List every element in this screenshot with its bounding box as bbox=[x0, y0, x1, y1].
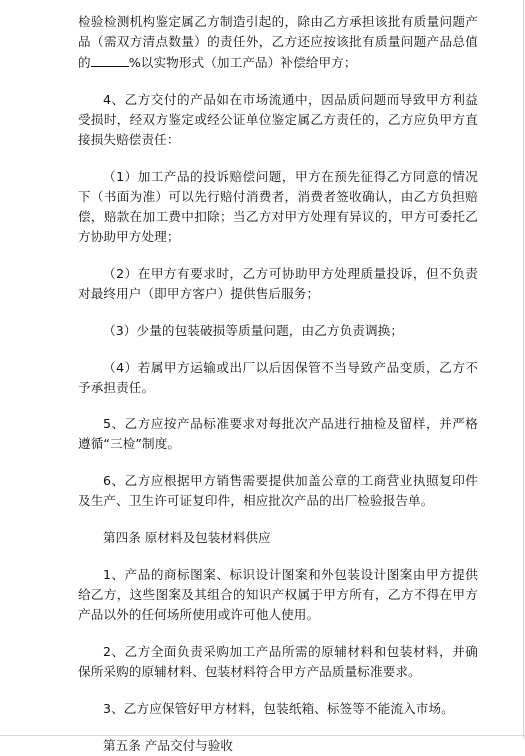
paragraph-item-4: 4、乙方交付的产品如在市场流通中，因品质问题而导致甲方利益受损时，经双方鉴定或经公证单位鉴定属乙方责任的，乙方应负甲方直接损失赔偿责任： bbox=[78, 92, 478, 147]
paragraph-item-4-3: （3）少量的包装破损等质量问题，由乙方负责调换； bbox=[103, 323, 404, 338]
paragraph-item-5: 5、乙方应按产品标准要求对每批次产品进行抽检及留样，并严格遵循“三检”制度。 bbox=[78, 416, 478, 451]
paragraph-item-4-1: （1）加工产品的投诉赔偿问题，甲方在预先征得乙方同意的情况下（书面为准）可以先行赔付消费者，消费者签收确认，由乙方负担赔偿，赔款在加工费中扣除；当乙方对甲方处理有异议的，甲方可委托乙方协助甲方处理； bbox=[78, 169, 478, 244]
paragraph-item-4-2: （2）在甲方有要求时，乙方可协助甲方处理质量投诉，但不负责对最终用户（即甲方客户）提供售后服务； bbox=[78, 266, 478, 301]
fill-in-blank bbox=[91, 52, 129, 67]
paragraph-materials-2: 2、乙方全面负责采购加工产品所需的原辅材料和包装材料，并确保所采购的原辅材料、包装材料符合甲方产品质量标准要求。 bbox=[78, 644, 478, 679]
paragraph-item-6: 6、乙方应根据甲方销售需要提供加盖公章的工商营业执照复印件及生产、卫生许可证复印件，相应批次产品的出厂检验报告单。 bbox=[78, 473, 478, 508]
paragraph-item-4-4: （4）若属甲方运输或出厂以后因保管不当导致产品变质，乙方不予承担责任。 bbox=[78, 360, 478, 395]
section-heading-article-4: 第四条 原材料及包装材料供应 bbox=[103, 530, 271, 545]
section-heading-article-5: 第五条 产品交付与验收 bbox=[103, 738, 233, 753]
paragraph-text: %以实物形式（加工产品）补偿给甲方； bbox=[128, 55, 357, 70]
page-border-right bbox=[523, 0, 524, 738]
paragraph-materials-1: 1、产品的商标图案、标识设计图案和外包装设计图案由甲方提供给乙方，这些图案及其组合的知识产权属于甲方所有，乙方不得在甲方产品以外的任何场所使用或许可他人使用。 bbox=[78, 567, 478, 622]
paragraph-compensation-clause bbox=[78, 12, 478, 73]
document-body bbox=[78, 12, 478, 756]
paragraph-materials-3: 3、乙方应保管好甲方材料，包装纸箱、标签等不能流入市场。 bbox=[103, 701, 454, 716]
paragraph-text: 检验检测机构鉴定属乙方制造引起的，除由乙方承担该批有质量问题产品（需双方清点数量）的责任外，乙方还应按该批有质量问题产品总值的 bbox=[78, 14, 478, 70]
